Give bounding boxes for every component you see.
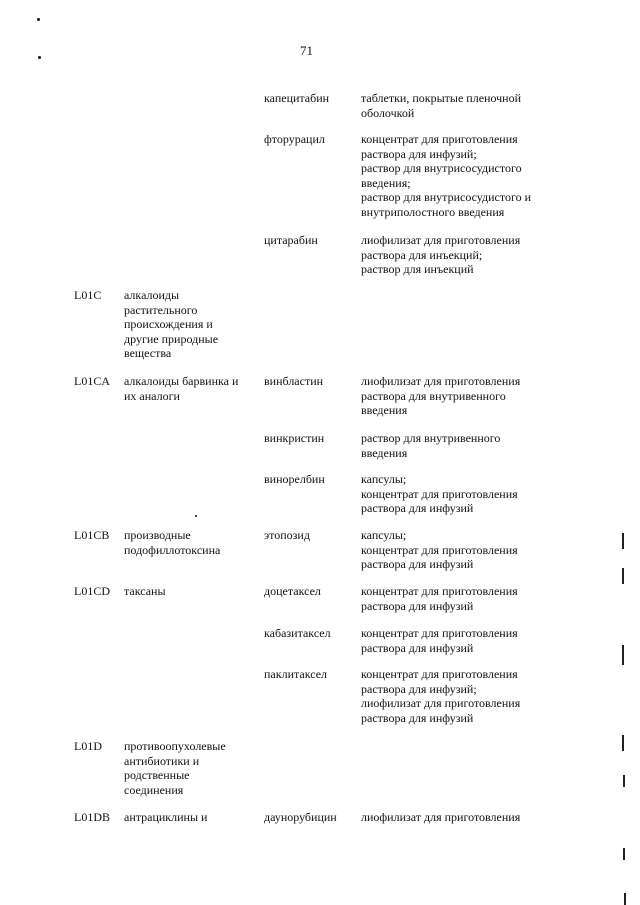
group-line: соединения <box>124 782 184 797</box>
atc-group-name <box>124 288 254 361</box>
form-line: концентрат для приготовления <box>361 486 518 501</box>
form-line: раствора для инфузий <box>361 710 474 725</box>
drug-name: фторурацил <box>264 132 325 146</box>
form-line: концентрат для приготовления <box>361 542 518 557</box>
atc-code: L01CB <box>74 528 110 542</box>
dosage-form <box>361 233 551 277</box>
scan-dot <box>37 18 40 21</box>
atc-code: L01D <box>74 739 102 753</box>
atc-group-name <box>124 584 254 599</box>
atc-group-name <box>124 374 254 403</box>
drug-name: кабазитаксел <box>264 626 331 640</box>
scan-edge-mark <box>624 893 626 905</box>
atc-code: L01DB <box>74 810 110 824</box>
dosage-form <box>361 667 551 725</box>
dosage-form <box>361 472 551 516</box>
form-line: раствора для инфузий; <box>361 681 477 696</box>
drug-name: капецитабин <box>264 91 330 105</box>
group-line: их аналоги <box>124 388 180 403</box>
form-line: внутриполостного введения <box>361 204 505 219</box>
form-line: концентрат для приготовления <box>361 626 518 640</box>
scan-edge-mark <box>622 645 624 665</box>
scan-speck <box>195 515 197 517</box>
form-line: лиофилизат для приготовления <box>361 374 521 388</box>
form-line: введения <box>361 445 408 460</box>
form-line: концентрат для приготовления <box>361 667 518 681</box>
group-line: производные <box>124 528 191 542</box>
form-line: раствора для инфузий <box>361 557 474 572</box>
group-line: родственные <box>124 768 190 783</box>
drug-name: винбластин <box>264 374 324 388</box>
form-line: введения <box>361 403 408 418</box>
form-line: оболочкой <box>361 105 415 120</box>
form-line: раствора для инфузий <box>361 640 474 655</box>
dosage-form <box>361 374 551 418</box>
form-line: концентрат для приготовления <box>361 132 518 146</box>
atc-code: L01C <box>74 288 102 302</box>
form-line: лиофилизат для приготовления <box>361 696 521 711</box>
group-line: подофиллотоксина <box>124 542 221 557</box>
drug-name: этопозид <box>264 528 310 542</box>
form-line: раствор для инъекций <box>361 262 474 277</box>
dosage-form <box>361 584 551 613</box>
form-line: капсулы; <box>361 472 407 486</box>
scan-edge-mark <box>622 735 624 751</box>
group-line: таксаны <box>124 584 166 598</box>
group-line: алкалоиды барвинка и <box>124 374 239 388</box>
form-line: раствор для внутрисосудистого и <box>361 190 532 205</box>
drug-name: даунорубицин <box>264 810 337 824</box>
atc-code: L01CA <box>74 374 110 388</box>
scan-edge-mark <box>623 775 625 787</box>
dosage-form <box>361 132 551 220</box>
scan-dot <box>38 56 41 59</box>
group-line: алкалоиды <box>124 288 180 302</box>
form-line: раствор для внутривенного <box>361 431 501 445</box>
drug-name: винорелбин <box>264 472 325 486</box>
form-line: раствор для внутрисосудистого <box>361 161 522 176</box>
form-line: капсулы; <box>361 528 407 542</box>
form-line: раствора для инфузий; <box>361 146 477 161</box>
group-line: растительного <box>124 302 198 317</box>
scan-edge-mark <box>623 848 625 860</box>
atc-group-name <box>124 810 254 825</box>
form-line: концентрат для приготовления <box>361 584 518 598</box>
dosage-form <box>361 91 551 120</box>
dosage-form <box>361 431 551 460</box>
dosage-form <box>361 810 551 825</box>
form-line: раствора для инъекций; <box>361 247 483 262</box>
drug-name: паклитаксел <box>264 667 328 681</box>
drug-name: цитарабин <box>264 233 318 247</box>
form-line: раствора для инфузий <box>361 501 474 516</box>
group-line: другие природные <box>124 331 219 346</box>
group-line: антибиотики и <box>124 753 200 768</box>
form-line: введения; <box>361 175 411 190</box>
group-line: происхождения и <box>124 317 213 332</box>
dosage-form <box>361 626 551 655</box>
group-line: вещества <box>124 346 172 361</box>
scan-edge-mark <box>622 533 624 549</box>
dosage-form <box>361 528 551 572</box>
group-line: антрациклины и <box>124 810 208 824</box>
form-line: лиофилизат для приготовления <box>361 233 521 247</box>
drug-name: винкристин <box>264 431 325 445</box>
atc-group-name <box>124 739 254 797</box>
scan-edge-mark <box>622 568 624 584</box>
form-line: раствора для внутривенного <box>361 388 506 403</box>
form-line: таблетки, покрытые пленочной <box>361 91 522 105</box>
form-line: раствора для инфузий <box>361 598 474 613</box>
drug-name: доцетаксел <box>264 584 321 598</box>
atc-code: L01CD <box>74 584 110 598</box>
atc-group-name <box>124 528 254 557</box>
page-number: 71 <box>300 43 313 58</box>
group-line: противоопухолевые <box>124 739 226 753</box>
form-line: лиофилизат для приготовления <box>361 810 521 824</box>
